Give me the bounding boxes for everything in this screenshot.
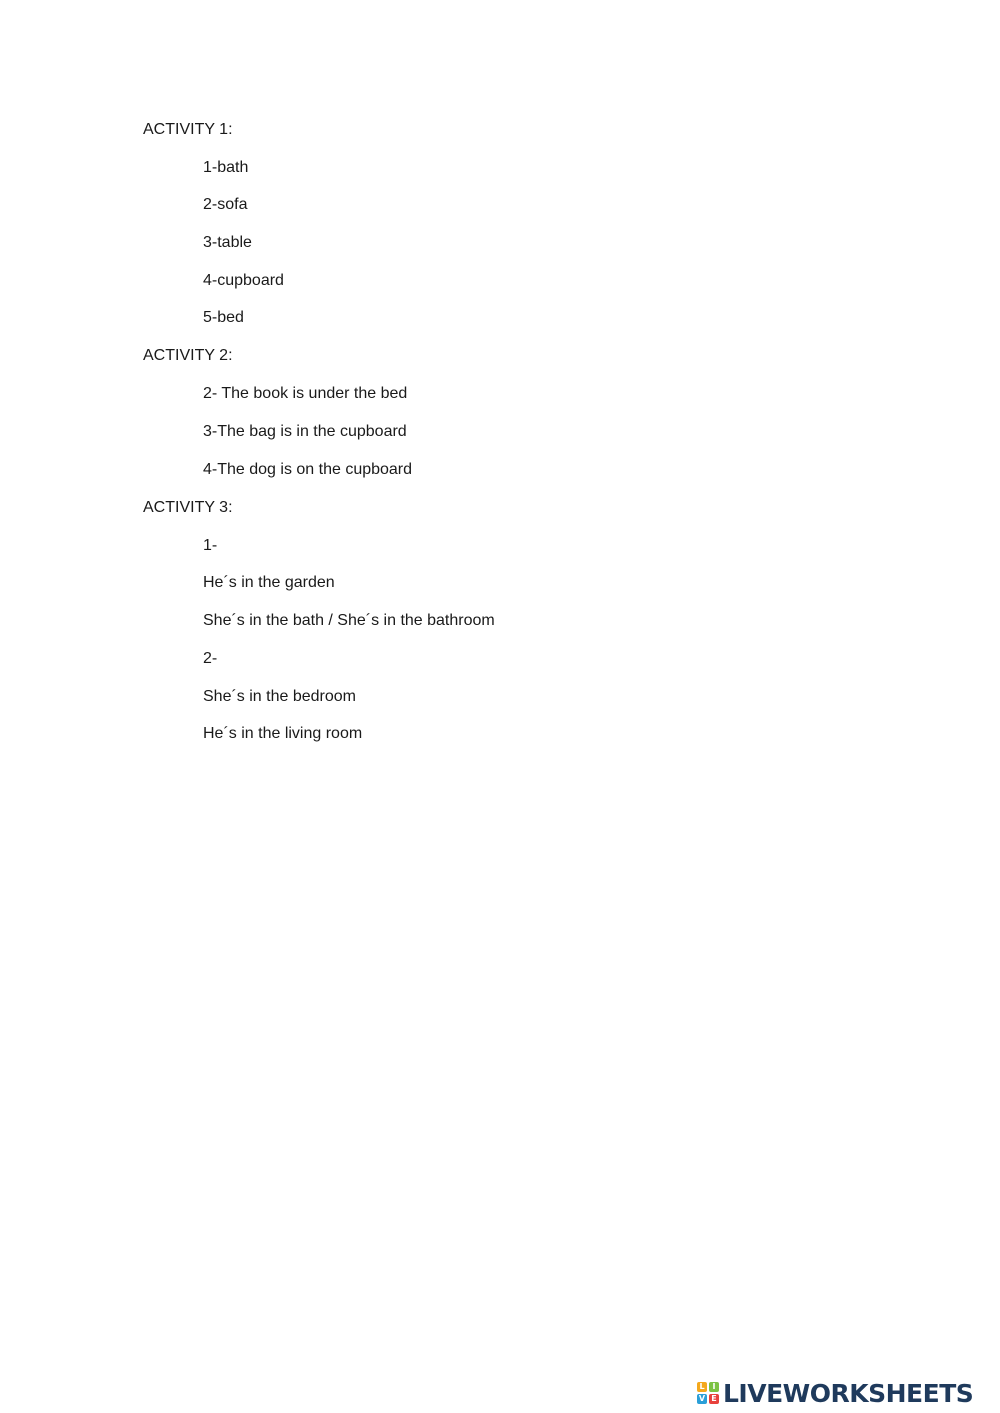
activity-1-item: 3-table <box>203 234 252 251</box>
activity-3-item: He´s in the living room <box>203 725 363 742</box>
activity-3-item: 2- <box>203 650 218 667</box>
activity-3-heading: ACTIVITY 3: <box>143 499 233 516</box>
activity-2-item: 3-The bag is in the cupboard <box>203 423 407 440</box>
activity-3-item: She´s in the bath / She´s in the bathroom <box>203 612 495 629</box>
logo-mark-tile: E <box>709 1394 719 1404</box>
logo-mark-tile: V <box>698 1394 706 1403</box>
activity-2-heading: ACTIVITY 2: <box>143 347 233 364</box>
logo-mark-tile: I <box>709 1382 719 1392</box>
activity-2-item: 2- The book is under the bed <box>203 385 408 402</box>
activity-1-item: 4-cupboard <box>203 272 284 289</box>
activity-1-item: 1-bath <box>203 159 249 176</box>
logo-text: LIVEWORKSHEETS <box>723 1378 974 1408</box>
activity-3-item: 1- <box>203 537 218 554</box>
activity-1-heading: ACTIVITY 1: <box>143 121 233 138</box>
activity-1-item: 2-sofa <box>203 196 248 213</box>
activity-1-item: 5-bed <box>203 309 244 326</box>
activity-2-item: 4-The dog is on the cupboard <box>203 461 413 478</box>
logo-mark-icon <box>697 1382 719 1404</box>
liveworksheets-logo <box>697 1378 973 1408</box>
logo-mark-tile: L <box>697 1382 707 1392</box>
activity-3-item: He´s in the garden <box>203 574 335 591</box>
activity-3-item: She´s in the bedroom <box>203 688 356 705</box>
